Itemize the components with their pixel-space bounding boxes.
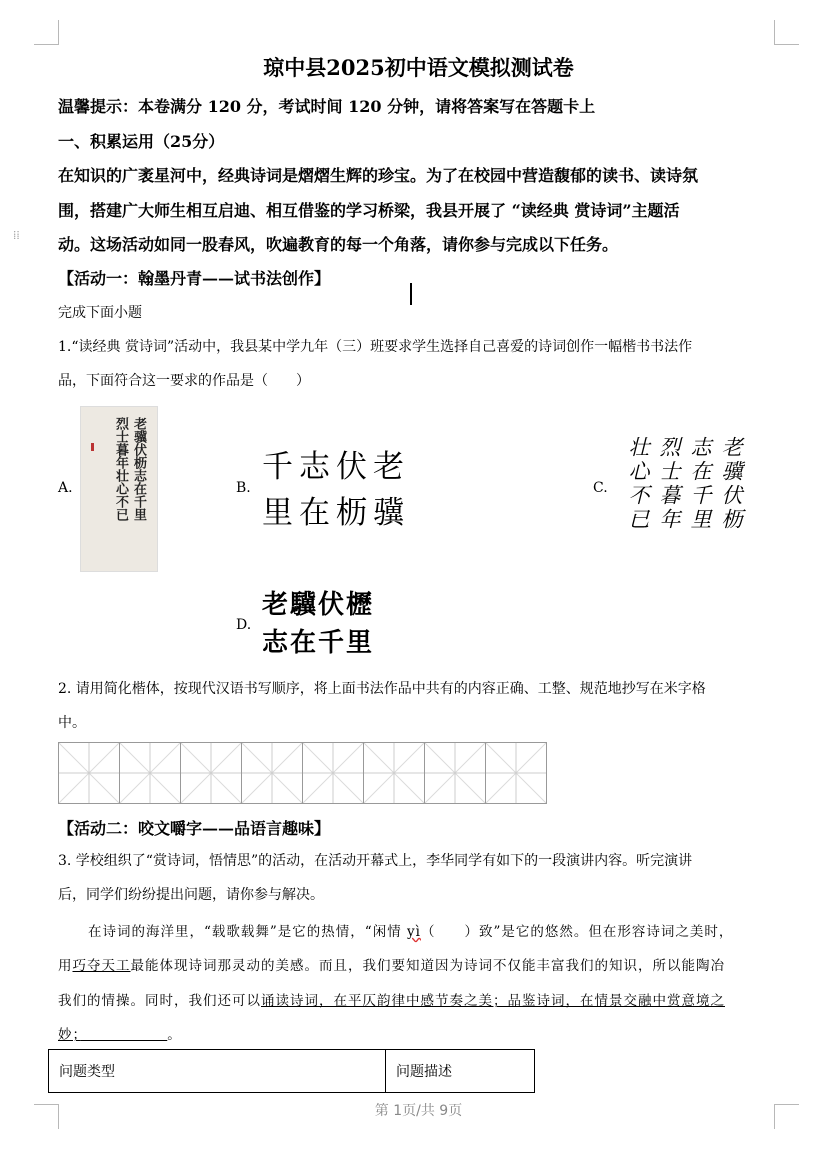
activity-heading: 【活动二：咬文嚼字——品语言趣味】 — [58, 819, 331, 838]
mizige-grid[interactable] — [58, 742, 547, 804]
passage-text: 我们的情操。同时，我们还可以 — [58, 993, 261, 1009]
grid-cell[interactable] — [120, 743, 181, 803]
calligraphy-line: 里在枥骥 — [262, 495, 410, 531]
question-line: 品，下面符合这一要求的作品是（ ） — [58, 373, 310, 389]
corner-mark — [774, 20, 799, 45]
calligraphy-column: 烈士暮年壮心不已 — [113, 417, 128, 521]
pinyin: yì — [407, 924, 421, 940]
intro-line: 在知识的广袤星河中，经典诗词是熠熠生辉的珍宝。为了在校园中营造馥郁的读书、读诗氛 — [58, 166, 699, 185]
table-header-type: 问题类型 — [49, 1050, 386, 1093]
calligraphy-column: 烈士暮年 — [657, 436, 681, 532]
grid-cell[interactable] — [425, 743, 486, 803]
passage-text: 。 — [167, 1027, 182, 1043]
grid-cell[interactable] — [486, 743, 546, 803]
question-line: 后，同学们纷纷提出问题，请你参与解决。 — [58, 887, 324, 903]
passage-line — [58, 1023, 182, 1043]
grid-cell[interactable] — [364, 743, 425, 803]
calligraphy-column: 志在千里 — [688, 436, 712, 532]
passage-text: 用 — [58, 958, 73, 974]
passage-line — [58, 989, 725, 1009]
option-a-label[interactable]: A. — [58, 480, 73, 496]
passage-line — [88, 920, 733, 940]
question-table — [48, 1049, 535, 1093]
question-line: 2. 请用简化楷体，按现代汉语书写顺序，将上面书法作品中共有的内容正确、工整、规范地抄写在米字格 — [58, 681, 706, 697]
calligraphy-line: 千志伏老 — [262, 449, 410, 485]
subheading: 完成下面小题 — [58, 305, 142, 321]
grid-cell[interactable] — [303, 743, 364, 803]
drag-handle-icon[interactable]: ⁞⁞ — [13, 228, 20, 242]
question-line: 中。 — [58, 715, 86, 731]
option-d-label[interactable]: D. — [236, 617, 252, 633]
passage-line — [58, 954, 725, 974]
calligraphy-line: 志在千里 — [262, 628, 375, 658]
answer-blank[interactable] — [80, 1027, 167, 1043]
passage-text: 在诗词的海洋里，“载歌载舞”是它的热情，“闲情 — [88, 924, 407, 940]
option-c-calligraphy — [622, 436, 746, 532]
intro-line: 围，搭建广大师生相互启迪、相互借鉴的学习桥梁，我县开展了 “读经典 赏诗词”主题活 — [58, 201, 680, 220]
section-heading: 一、积累运用（25分） — [58, 132, 225, 151]
option-b-label[interactable]: B. — [236, 480, 251, 496]
text-cursor — [410, 283, 412, 305]
underlined-phrase: 巧夺天工 — [72, 958, 131, 974]
passage-text: （ ）致”是它的悠然。但在形容诗词之美时， — [420, 924, 734, 940]
option-c-label[interactable]: C. — [593, 480, 608, 496]
table-header-description: 问题描述 — [386, 1050, 535, 1093]
activity-heading: 【活动一：翰墨丹青——试书法创作】 — [58, 269, 331, 288]
calligraphy-line: 老驥伏櫪 — [262, 590, 375, 620]
underlined-phrase: 诵读诗词，在平仄韵律中感节奏之美；品鉴诗词，在情景交融中赏意境之 — [261, 993, 725, 1009]
calligraphy-column: 壮心不已 — [626, 436, 650, 532]
underlined-phrase: 妙； — [58, 1027, 81, 1043]
notice: 温馨提示：本卷满分 120 分，考试时间 120 分钟，请将答案写在答题卡上 — [58, 97, 596, 116]
option-a-calligraphy-image — [80, 406, 158, 572]
grid-cell[interactable] — [59, 743, 120, 803]
question-line: 3. 学校组织了“赏诗词，悟情思”的活动，在活动开幕式上，李华同学有如下的一段演讲内容。听完演讲 — [58, 853, 693, 869]
corner-mark — [34, 20, 59, 45]
grid-cell[interactable] — [242, 743, 303, 803]
option-b-calligraphy — [262, 444, 410, 536]
intro-line: 动。这场活动如同一股春风，吹遍教育的每一个角落，请你参与完成以下任务。 — [58, 235, 619, 254]
page-footer: 第 1页/共 9页 — [374, 1103, 463, 1119]
grid-cell[interactable] — [181, 743, 242, 803]
calligraphy-column: 老骥伏枥 — [719, 436, 743, 532]
question-line: 1.“读经典 赏诗词”活动中，我县某中学九年（三）班要求学生选择自己喜爱的诗词创作一幅楷书书法作 — [58, 339, 693, 355]
page-title: 琼中县2025初中语文模拟测试卷 — [263, 55, 574, 80]
option-d-calligraphy — [262, 586, 374, 662]
passage-text: 最能体现诗词那灵动的美感。而且，我们要知道因为诗词不仅能丰富我们的知识，所以能陶冶 — [130, 958, 725, 974]
calligraphy-column: 老骥伏枥志在千里 — [131, 417, 146, 521]
